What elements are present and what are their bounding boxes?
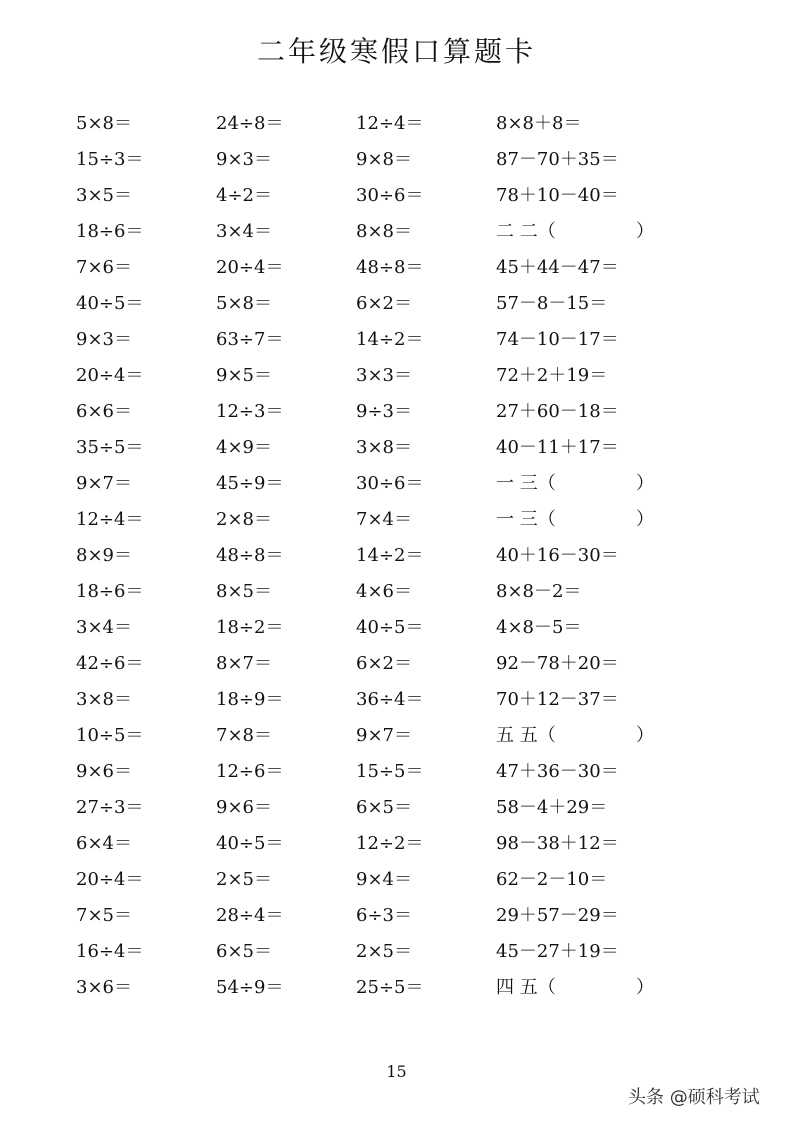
problem-cell <box>76 721 216 747</box>
problem-cell <box>356 721 496 747</box>
problem-text: 五 五（ <box>496 725 556 746</box>
problem-cell <box>496 901 676 927</box>
problem-text: 9×3＝ <box>216 149 272 170</box>
problem-text: 98－38＋12＝ <box>496 833 619 854</box>
problem-text: 6×5＝ <box>356 797 412 818</box>
problem-text: 7×5＝ <box>76 905 132 926</box>
problem-text: 8×5＝ <box>216 581 272 602</box>
problem-cell <box>356 469 496 495</box>
problem-cell <box>76 577 216 603</box>
problem-text: 2×8＝ <box>216 509 272 530</box>
problem-cell <box>496 865 676 891</box>
problem-cell <box>216 145 356 171</box>
problem-cell <box>356 865 496 891</box>
problem-cell <box>76 397 216 423</box>
problem-cell <box>496 577 676 603</box>
problem-cell <box>356 613 496 639</box>
problem-text: 20÷4＝ <box>76 365 144 386</box>
problem-text: 16÷4＝ <box>76 941 144 962</box>
problem-text: 3×4＝ <box>76 617 132 638</box>
problem-text: 27÷3＝ <box>76 797 144 818</box>
problem-cell <box>76 109 216 135</box>
problem-cell <box>216 541 356 567</box>
problem-cell <box>356 325 496 351</box>
problem-cell <box>216 289 356 315</box>
problem-cell <box>216 973 356 999</box>
problem-cell <box>496 829 676 855</box>
problem-cell <box>76 289 216 315</box>
problem-text: 20÷4＝ <box>216 257 284 278</box>
problem-row <box>76 572 676 608</box>
problem-row <box>76 356 676 392</box>
problem-text: 14÷2＝ <box>356 329 424 350</box>
problem-text: 12÷4＝ <box>76 509 144 530</box>
problem-text: 一 三（ <box>496 473 556 494</box>
problem-row <box>76 968 676 1004</box>
problem-text: 48÷8＝ <box>216 545 284 566</box>
problem-text: 10÷5＝ <box>76 725 144 746</box>
problem-cell <box>216 325 356 351</box>
problem-text: 3×6＝ <box>76 977 132 998</box>
closing-paren: ） <box>636 221 654 242</box>
problem-cell <box>356 757 496 783</box>
problem-text: 3×8＝ <box>76 689 132 710</box>
problem-cell <box>76 361 216 387</box>
problem-text: 二 二（ <box>496 221 556 242</box>
problem-text: 48÷8＝ <box>356 257 424 278</box>
problem-cell <box>76 181 216 207</box>
problem-text: 3×8＝ <box>356 437 412 458</box>
problem-cell <box>496 541 676 567</box>
problem-cell <box>496 361 676 387</box>
problem-text: 63÷7＝ <box>216 329 284 350</box>
problem-cell <box>76 469 216 495</box>
problem-text: 12÷3＝ <box>216 401 284 422</box>
problem-text: 74－10－17＝ <box>496 329 619 350</box>
problem-cell <box>356 181 496 207</box>
problem-cell <box>216 829 356 855</box>
problem-text: 8×9＝ <box>76 545 132 566</box>
problem-cell <box>496 505 676 531</box>
problem-cell <box>216 613 356 639</box>
problem-cell <box>496 397 676 423</box>
problem-row <box>76 608 676 644</box>
problem-cell <box>356 361 496 387</box>
closing-paren: ） <box>636 509 654 530</box>
problem-row <box>76 500 676 536</box>
problem-text: 15÷5＝ <box>356 761 424 782</box>
problem-cell <box>216 397 356 423</box>
problem-text: 20÷4＝ <box>76 869 144 890</box>
problem-cell <box>356 649 496 675</box>
problem-cell <box>496 649 676 675</box>
problem-row <box>76 644 676 680</box>
problem-cell <box>356 145 496 171</box>
problem-text: 78＋10－40＝ <box>496 185 619 206</box>
problem-text: 28÷4＝ <box>216 905 284 926</box>
problem-text: 24÷8＝ <box>216 113 284 134</box>
problem-cell <box>216 361 356 387</box>
problem-row <box>76 896 676 932</box>
problem-text: 3×3＝ <box>356 365 412 386</box>
problem-cell <box>496 109 676 135</box>
problem-text: 35÷5＝ <box>76 437 144 458</box>
problem-text: 27＋60－18＝ <box>496 401 619 422</box>
problem-cell <box>76 973 216 999</box>
problem-text: 40＋16－30＝ <box>496 545 619 566</box>
problem-text: 18÷6＝ <box>76 221 144 242</box>
problem-row <box>76 536 676 572</box>
problem-row <box>76 176 676 212</box>
problem-cell <box>216 793 356 819</box>
problem-text: 9×8＝ <box>356 149 412 170</box>
closing-paren: ） <box>636 725 654 746</box>
problem-text: 30÷6＝ <box>356 185 424 206</box>
problem-cell <box>216 865 356 891</box>
problem-text: 40÷5＝ <box>356 617 424 638</box>
problem-cell <box>216 721 356 747</box>
problem-text: 29＋57－29＝ <box>496 905 619 926</box>
problem-cell <box>76 757 216 783</box>
problem-text: 9×6＝ <box>216 797 272 818</box>
problem-row <box>76 932 676 968</box>
problem-text: 7×8＝ <box>216 725 272 746</box>
problem-cell <box>496 469 676 495</box>
problem-cell <box>356 109 496 135</box>
problem-text: 40÷5＝ <box>216 833 284 854</box>
problem-cell <box>356 253 496 279</box>
problem-text: 30÷6＝ <box>356 473 424 494</box>
problem-cell <box>76 793 216 819</box>
problem-text: 18÷9＝ <box>216 689 284 710</box>
problem-cell <box>216 649 356 675</box>
problem-text: 5×8＝ <box>76 113 132 134</box>
problem-text: 4×6＝ <box>356 581 412 602</box>
problem-text: 42÷6＝ <box>76 653 144 674</box>
problem-cell <box>76 253 216 279</box>
problem-text: 8×8＝ <box>356 221 412 242</box>
problem-row <box>76 824 676 860</box>
problem-text: 5×8＝ <box>216 293 272 314</box>
problem-cell <box>356 433 496 459</box>
problem-cell <box>356 217 496 243</box>
problem-text: 6×6＝ <box>76 401 132 422</box>
problem-cell <box>76 649 216 675</box>
page-number: 15 <box>386 1062 407 1081</box>
problem-cell <box>216 937 356 963</box>
problem-text: 45÷9＝ <box>216 473 284 494</box>
problem-row <box>76 716 676 752</box>
problem-row <box>76 860 676 896</box>
problem-text: 9×3＝ <box>76 329 132 350</box>
problem-text: 45＋44－47＝ <box>496 257 619 278</box>
problem-cell <box>216 433 356 459</box>
problem-row <box>76 752 676 788</box>
problem-cell <box>216 217 356 243</box>
problem-cell <box>216 181 356 207</box>
problem-cell <box>76 217 216 243</box>
problem-cell <box>76 325 216 351</box>
closing-paren: ） <box>636 977 654 998</box>
problem-cell <box>496 793 676 819</box>
problem-text: 6×5＝ <box>216 941 272 962</box>
problem-cell <box>216 901 356 927</box>
problem-text: 14÷2＝ <box>356 545 424 566</box>
problem-row <box>76 428 676 464</box>
problem-cell <box>356 793 496 819</box>
problem-row <box>76 212 676 248</box>
problem-text: 72＋2＋19＝ <box>496 365 608 386</box>
problem-cell <box>216 505 356 531</box>
problem-cell <box>496 721 676 747</box>
problem-cell <box>356 829 496 855</box>
problem-text: 45－27＋19＝ <box>496 941 619 962</box>
problem-text: 9÷3＝ <box>356 401 412 422</box>
problem-text: 四 五（ <box>496 977 556 998</box>
problem-cell <box>496 145 676 171</box>
problem-text: 2×5＝ <box>216 869 272 890</box>
problem-text: 12÷6＝ <box>216 761 284 782</box>
problem-cell <box>356 505 496 531</box>
problem-row <box>76 248 676 284</box>
problem-cell <box>216 757 356 783</box>
problem-text: 36÷4＝ <box>356 689 424 710</box>
problem-cell <box>76 865 216 891</box>
problem-text: 8×8＋8＝ <box>496 113 582 134</box>
problem-row <box>76 284 676 320</box>
problem-text: 15÷3＝ <box>76 149 144 170</box>
problem-text: 87－70＋35＝ <box>496 149 619 170</box>
problem-text: 6÷3＝ <box>356 905 412 926</box>
problem-cell <box>496 433 676 459</box>
problem-cell <box>496 289 676 315</box>
problem-cell <box>76 685 216 711</box>
problem-text: 4×9＝ <box>216 437 272 458</box>
problem-cell <box>356 901 496 927</box>
problem-cell <box>356 577 496 603</box>
problem-text: 40÷5＝ <box>76 293 144 314</box>
problem-cell <box>496 973 676 999</box>
problem-text: 9×7＝ <box>356 725 412 746</box>
problem-cell <box>76 433 216 459</box>
problem-cell <box>76 505 216 531</box>
problem-cell <box>216 577 356 603</box>
problem-text: 62－2－10＝ <box>496 869 608 890</box>
problem-text: 18÷6＝ <box>76 581 144 602</box>
problem-row <box>76 392 676 428</box>
problem-row <box>76 788 676 824</box>
problem-text: 3×4＝ <box>216 221 272 242</box>
problem-cell <box>76 901 216 927</box>
problem-row <box>76 140 676 176</box>
problem-cell <box>496 325 676 351</box>
problem-cell <box>216 253 356 279</box>
problem-cell <box>496 253 676 279</box>
problem-cell <box>356 685 496 711</box>
problem-row <box>76 680 676 716</box>
problem-text: 7×4＝ <box>356 509 412 530</box>
problem-text: 8×8－2＝ <box>496 581 582 602</box>
problem-cell <box>356 289 496 315</box>
problem-text: 2×5＝ <box>356 941 412 962</box>
problem-row <box>76 104 676 140</box>
problem-grid <box>76 104 676 1004</box>
problem-text: 25÷5＝ <box>356 977 424 998</box>
problem-text: 54÷9＝ <box>216 977 284 998</box>
problem-cell <box>496 757 676 783</box>
problem-text: 7×6＝ <box>76 257 132 278</box>
closing-paren: ） <box>636 473 654 494</box>
problem-text: 92－78＋20＝ <box>496 653 619 674</box>
problem-text: 9×5＝ <box>216 365 272 386</box>
problem-cell <box>76 937 216 963</box>
problem-text: 6×2＝ <box>356 293 412 314</box>
problem-cell <box>356 397 496 423</box>
problem-cell <box>216 109 356 135</box>
watermark: 头条 @硕科考试 <box>628 1087 760 1108</box>
problem-cell <box>496 613 676 639</box>
problem-cell <box>76 829 216 855</box>
problem-text: 4×8－5＝ <box>496 617 582 638</box>
problem-cell <box>356 937 496 963</box>
problem-cell <box>76 145 216 171</box>
page-title: 二年级寒假口算题卡 <box>256 35 536 68</box>
problem-cell <box>496 685 676 711</box>
problem-text: 一 三（ <box>496 509 556 530</box>
problem-text: 58－4＋29＝ <box>496 797 608 818</box>
problem-text: 4÷2＝ <box>216 185 272 206</box>
problem-row <box>76 464 676 500</box>
problem-text: 47＋36－30＝ <box>496 761 619 782</box>
problem-cell <box>356 973 496 999</box>
problem-cell <box>76 541 216 567</box>
problem-cell <box>216 469 356 495</box>
problem-text: 70＋12－37＝ <box>496 689 619 710</box>
problem-text: 9×7＝ <box>76 473 132 494</box>
problem-cell <box>496 217 676 243</box>
problem-text: 12÷4＝ <box>356 113 424 134</box>
problem-text: 12÷2＝ <box>356 833 424 854</box>
problem-text: 9×4＝ <box>356 869 412 890</box>
problem-text: 40－11＋17＝ <box>496 437 619 458</box>
problem-text: 18÷2＝ <box>216 617 284 638</box>
problem-cell <box>76 613 216 639</box>
problem-text: 6×4＝ <box>76 833 132 854</box>
problem-text: 57－8－15＝ <box>496 293 608 314</box>
problem-row <box>76 320 676 356</box>
problem-text: 3×5＝ <box>76 185 132 206</box>
problem-cell <box>496 181 676 207</box>
problem-cell <box>356 541 496 567</box>
problem-cell <box>496 937 676 963</box>
problem-text: 6×2＝ <box>356 653 412 674</box>
problem-text: 9×6＝ <box>76 761 132 782</box>
problem-cell <box>216 685 356 711</box>
problem-text: 8×7＝ <box>216 653 272 674</box>
